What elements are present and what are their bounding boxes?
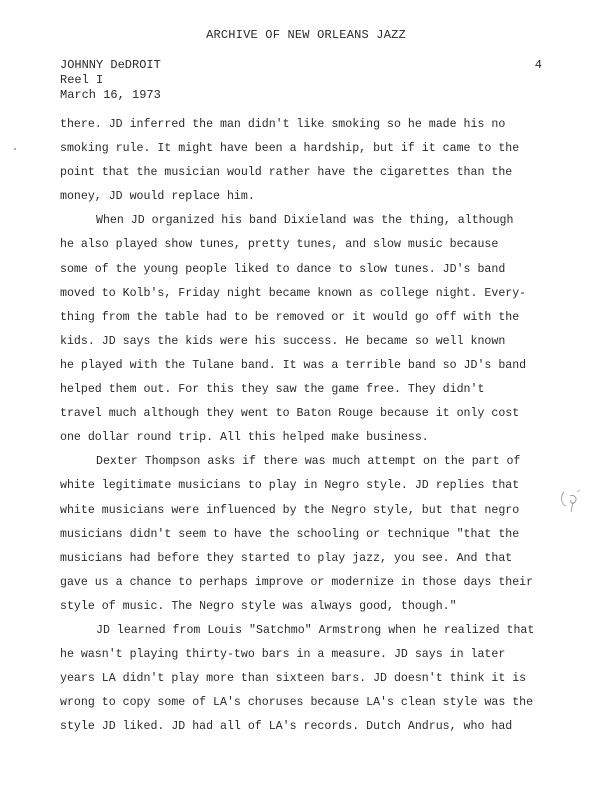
- transcript-line: he wasn't playing thirty-two bars in a measure. JD says in later: [60, 648, 506, 662]
- transcript-line: gave us a chance to perhaps improve or modernize in those days their: [60, 575, 534, 589]
- transcript-line: JD learned from Louis "Satchmo" Armstrong when he realized that: [96, 623, 535, 637]
- interview-date: March 16, 1973: [60, 88, 161, 102]
- transcript-line: style JD liked. JD had all of LA's records. Dutch Andrus, who had: [60, 720, 513, 734]
- transcript-line: he also played show tunes, pretty tunes, and slow music because: [60, 238, 499, 252]
- transcript-line: travel much although they went to Baton Rouge because it only cost: [60, 407, 520, 421]
- transcript-line: point that the musician would rather have the cigarettes than the: [60, 166, 513, 180]
- reel-label: Reel I: [60, 73, 104, 87]
- transcript-line: thing from the table had to be removed or it would go off with the: [60, 310, 520, 324]
- document-header: [60, 58, 161, 103]
- transcript-line: musicians didn't seem to have the schooling or technique "that the: [60, 527, 520, 541]
- transcript-line: Dexter Thompson asks if there was much attempt on the part of: [96, 455, 521, 469]
- transcript-line: style of music. The Negro style was always good, though.": [60, 599, 457, 613]
- transcript-line: helped them out. For this they saw the game free. They didn't: [60, 383, 485, 397]
- transcript-line: white legitimate musicians to play in Negro style. JD replies that: [60, 479, 520, 493]
- transcript-line: moved to Kolb's, Friday night became known as college night. Every-: [60, 286, 527, 300]
- scan-speck: [14, 148, 16, 150]
- transcript-line: smoking rule. It might have been a hardship, but if it came to the: [60, 142, 520, 156]
- transcript-line: white musicians were influenced by the Negro style, but that negro: [60, 503, 520, 517]
- interviewee-name: JOHNNY DeDROIT: [60, 58, 161, 72]
- transcript-line: wrong to copy some of LA's choruses because LA's clean style was the: [60, 696, 534, 710]
- transcript-line: there. JD inferred the man didn't like smoking so he made his no: [60, 118, 506, 131]
- transcript-line: musicians had before they started to play jazz, you see. And that: [60, 551, 513, 565]
- handwritten-margin-mark: [556, 486, 586, 516]
- transcript-line: some of the young people liked to dance to slow tunes. JD's band: [60, 262, 506, 276]
- transcript-line: years LA didn't play more than sixteen bars. JD doesn't think it is: [60, 672, 527, 686]
- page-number: 4: [534, 58, 542, 72]
- transcript-line: kids. JD says the kids were his success. He became so well known: [60, 334, 506, 348]
- transcript-line: one dollar round trip. All this helped make business.: [60, 431, 429, 445]
- archive-title: ARCHIVE OF NEW ORLEANS JAZZ: [206, 28, 406, 42]
- transcript-line: When JD organized his band Dixieland was the thing, although: [96, 214, 514, 228]
- transcript-line: money, JD would replace him.: [60, 190, 255, 204]
- transcript-body: [60, 117, 556, 743]
- transcript-line: he played with the Tulane band. It was a terrible band so JD's band: [60, 358, 527, 372]
